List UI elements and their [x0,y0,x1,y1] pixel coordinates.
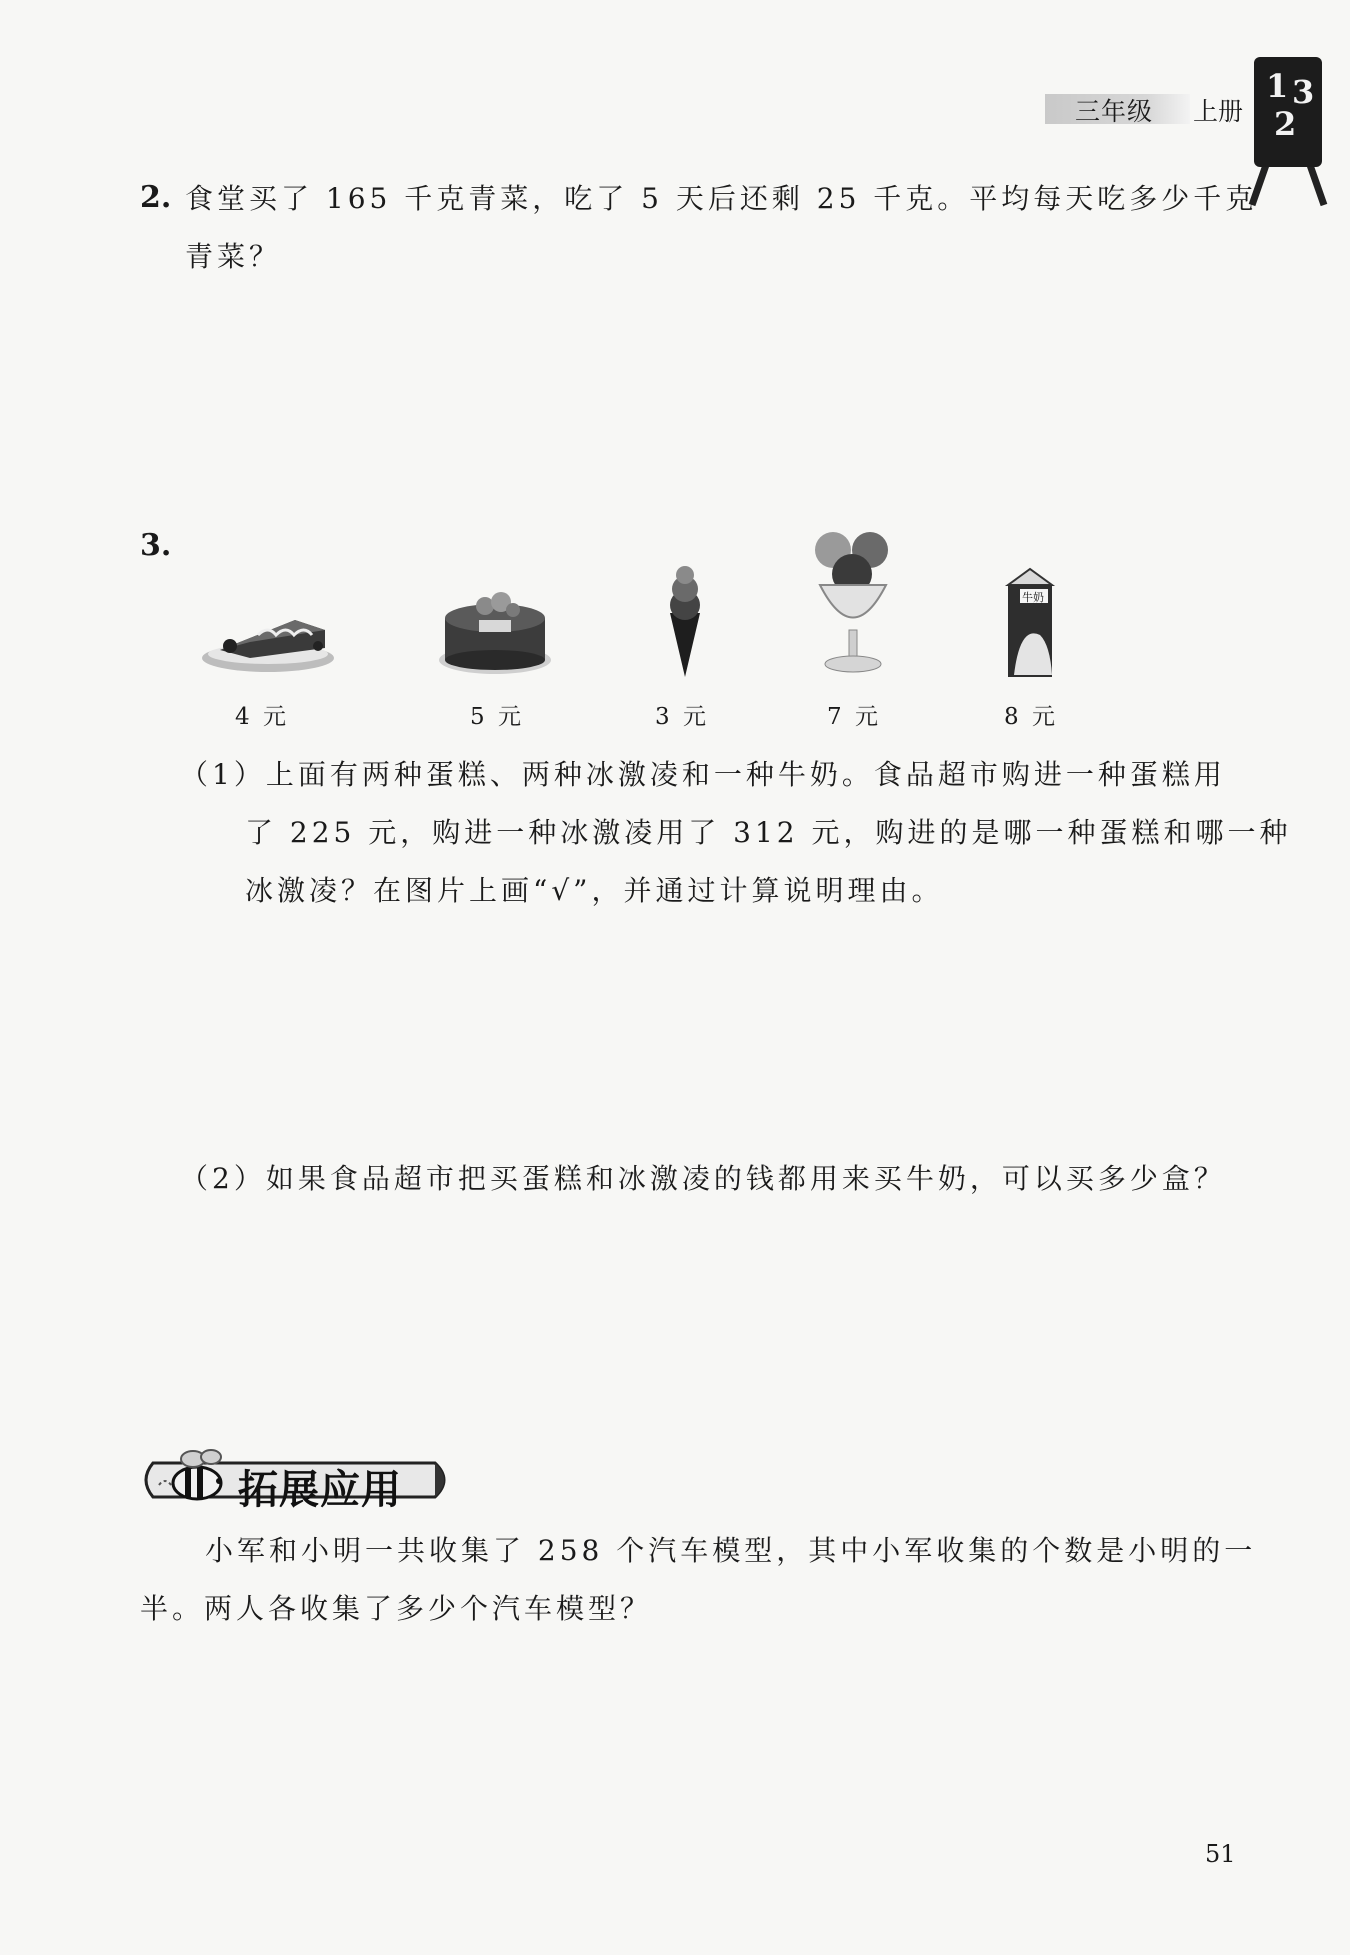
chalkboard-logo-icon [1248,55,1328,215]
milk-carton-image [1000,565,1060,680]
logo-digit-1: 1 [1266,67,1289,105]
price-ice-cream-sundae: 7 元 [827,704,881,730]
volume-label: 上册 [1193,97,1244,126]
question-3-number: 3. [140,528,172,563]
price-milk-carton: 8 元 [1004,704,1058,730]
price-cake-slice: 4 元 [235,704,289,730]
cake-slice-image [200,590,340,675]
extension-title: 拓展应用 [238,1467,402,1513]
logo-digit-2: 2 [1274,105,1297,143]
ice-cream-sundae-image [808,530,898,680]
price-ice-cream-cone: 3 元 [655,704,709,730]
question-2-line-1: 食堂买了 165 千克青菜，吃了 5 天后还剩 25 千克。平均每天吃多少千克 [185,182,1258,215]
part-1-line-3: 冰激凌？在图片上画“√”，并通过计算说明理由。 [245,874,944,907]
part-2-line: （2）如果食品超市把买蛋糕和冰激凌的钱都用来买牛奶，可以买多少盒？ [180,1162,1226,1195]
part-1-line-1: （1）上面有两种蛋糕、两种冰激凌和一种牛奶。食品超市购进一种蛋糕用 [180,758,1226,791]
page-number: 51 [1205,1840,1236,1868]
question-2-number: 2. [140,180,172,215]
round-cake-image [435,580,555,680]
ice-cream-cone-image [660,565,710,680]
extension-line-2: 半。两人各收集了多少个汽车模型？ [140,1592,653,1625]
part-1-line-2: 了 225 元，购进一种冰激凌用了 312 元，购进的是哪一种蛋糕和哪一种 [245,816,1292,849]
milk-carton-label: 牛奶 [1022,591,1044,604]
extension-line-1: 小军和小明一共收集了 258 个汽车模型，其中小军收集的个数是小明的一 [205,1534,1257,1567]
logo-digit-3: 3 [1292,73,1315,111]
price-round-cake: 5 元 [470,704,524,730]
grade-label: 三年级 [1075,97,1154,126]
question-2-line-2: 青菜？ [185,240,282,273]
